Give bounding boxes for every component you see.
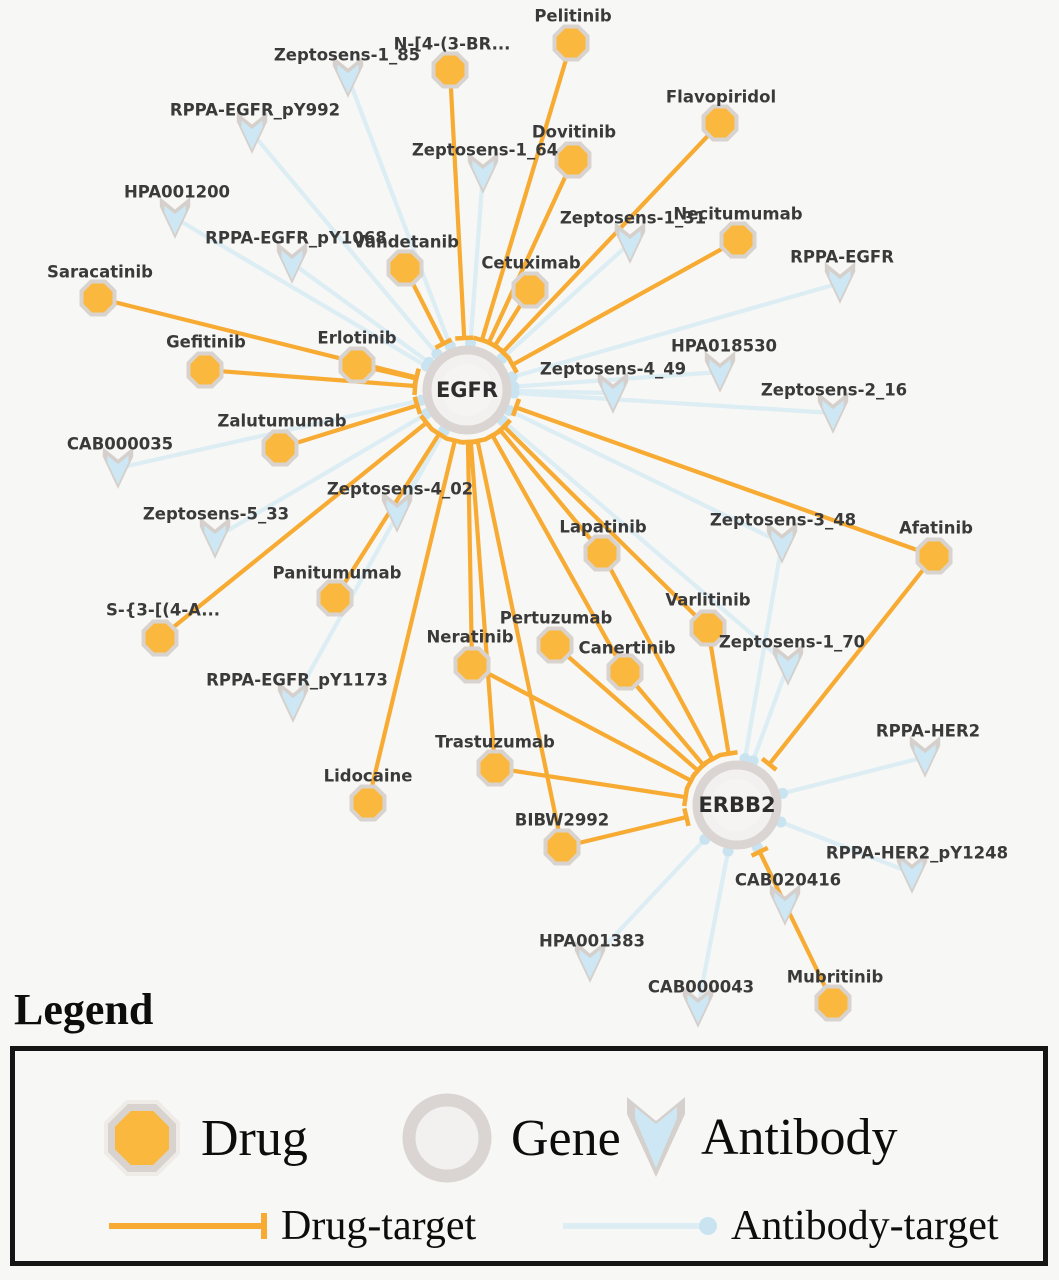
label-gefitinib: Gefitinib (166, 332, 246, 352)
edge-n4_3br-egfr-tee (455, 338, 473, 339)
edge-zeptosens_1_85-egfr (348, 77, 449, 343)
edge-n4_3br-egfr (450, 70, 464, 336)
legend-item-drug (103, 1095, 308, 1181)
legend-box (10, 1046, 1048, 1266)
legend-item-drug-target (105, 1197, 476, 1255)
drug-node-pelitinib[interactable] (553, 25, 590, 62)
edge-erlotinib-egfr-tee (414, 370, 418, 388)
legend-item-gene (399, 1095, 621, 1181)
drug-node-trastuzumab[interactable] (477, 750, 514, 787)
label-rppa_her2: RPPA-HER2 (875, 721, 981, 741)
edge-dovitinib-egfr (490, 160, 573, 341)
label-rppa_her2_py1248: RPPA-HER2_pY1248 (825, 843, 1009, 863)
drug-node-neratinib[interactable] (454, 647, 491, 684)
label-hpa018530: HPA018530 (670, 336, 778, 356)
edge-varlitinib-erbb2-tee (720, 752, 738, 755)
label-lidocaine: Lidocaine (323, 766, 413, 786)
drug-node-erlotinib[interactable] (339, 347, 376, 384)
label-zeptosens_1_70: Zeptosens-1_70 (718, 632, 866, 652)
legend-item-antibody (623, 1091, 897, 1183)
drug-node-s3_4a[interactable] (142, 620, 179, 657)
label-varlitinib: Varlitinib (665, 590, 751, 610)
antibody-node-zeptosens_1_31[interactable] (615, 222, 645, 264)
edge-trastuzumab-erbb2 (495, 768, 684, 797)
label-mubritinib: Mubritinib (786, 967, 884, 987)
label-panitumumab: Panitumumab (272, 563, 402, 583)
label-pelitinib: Pelitinib (534, 6, 612, 26)
legend-label-antibody: Antibody (701, 1108, 898, 1166)
legend-item-antibody-target (559, 1197, 999, 1255)
label-bibw2992: BIBW2992 (514, 810, 610, 830)
drug-node-flavopiridol[interactable] (702, 105, 739, 142)
drug-node-saracatinib[interactable] (80, 280, 117, 317)
antibody-target-edge-icon (559, 1209, 721, 1243)
label-zeptosens_1_85: Zeptosens-1_85 (273, 45, 421, 65)
edge-lidocaine-egfr-tee (446, 438, 464, 442)
label-pertuzumab: Pertuzumab (499, 608, 613, 628)
drug-node-canertinib[interactable] (607, 654, 644, 691)
label-zeptosens_5_33: Zeptosens-5_33 (142, 504, 290, 524)
label-hpa001383: HPA001383 (538, 931, 646, 951)
antibody-node-rppa_egfr_py1068[interactable] (277, 242, 307, 284)
antibody-node-rppa_her2[interactable] (910, 736, 940, 778)
antibody-node-cab020416[interactable] (770, 884, 800, 926)
drug-node-afatinib[interactable] (916, 538, 953, 575)
drug-node-lidocaine[interactable] (350, 785, 387, 822)
drug-node-dovitinib[interactable] (555, 142, 592, 179)
drug-node-pertuzumab[interactable] (537, 627, 574, 664)
label-zeptosens_2_16: Zeptosens-2_16 (760, 380, 908, 400)
antibody-target-edges (118, 77, 925, 1007)
label-flavopiridol: Flavopiridol (665, 87, 777, 107)
label-cab000043: CAB000043 (647, 977, 755, 997)
label-rppa_egfr: RPPA-EGFR (790, 247, 894, 267)
drug-node-necitumumab[interactable] (720, 222, 757, 259)
drug-node-zalutumumab[interactable] (262, 430, 299, 467)
label-cab020416: CAB020416 (734, 870, 842, 890)
label-saracatinib: Saracatinib (47, 262, 153, 282)
label-n4_3br: N-[4-(3-BR... (393, 34, 511, 54)
edge-bibw2992-erbb2-tee (684, 808, 688, 826)
drug-node-bibw2992[interactable] (544, 829, 581, 866)
label-cetuximab: Cetuximab (481, 253, 581, 273)
antibody-node-hpa001200[interactable] (160, 197, 190, 239)
gene-label-erbb2: ERBB2 (698, 793, 776, 817)
label-lapatinib: Lapatinib (559, 517, 647, 537)
drug-icon (103, 1099, 181, 1177)
legend-title: Legend (14, 985, 154, 1034)
label-cab000035: CAB000035 (66, 434, 174, 454)
label-rppa_egfr_py992: RPPA-EGFR_pY992 (169, 100, 341, 120)
label-zeptosens_1_64: Zeptosens-1_64 (411, 140, 559, 160)
label-s3_4a: S-{3-[(4-A... (105, 600, 221, 620)
label-dovitinib: Dovitinib (531, 122, 617, 142)
legend-label-drug: Drug (201, 1109, 308, 1167)
label-zalutumumab: Zalutumumab (217, 411, 347, 431)
label-zeptosens_4_02: Zeptosens-4_02 (326, 479, 474, 499)
drug-node-n4_3br[interactable] (432, 52, 469, 89)
drug-node-cetuximab[interactable] (512, 272, 549, 309)
drug-target-edge-icon (105, 1209, 273, 1243)
label-afatinib: Afatinib (899, 518, 973, 538)
edge-rppa_her2-erbb2 (785, 757, 925, 793)
label-necitumumab: Necitumumab (673, 204, 803, 224)
label-canertinib: Canertinib (578, 638, 676, 658)
gene-node-egfr[interactable] (427, 350, 507, 430)
label-hpa001200: HPA001200 (123, 182, 231, 202)
drug-node-gefitinib[interactable] (187, 352, 224, 389)
drug-node-vandetanib[interactable] (387, 250, 424, 287)
drug-node-lapatinib[interactable] (584, 535, 621, 572)
legend-label-drug-target: Drug-target (281, 1203, 477, 1249)
label-rppa_egfr_py1068: RPPA-EGFR_pY1068 (205, 228, 387, 248)
antibody-node-rppa_egfr[interactable] (825, 262, 855, 304)
drug-node-mubritinib[interactable] (815, 985, 852, 1022)
drug-node-panitumumab[interactable] (317, 580, 354, 617)
label-zeptosens_1_31: Zeptosens-1_31 (559, 208, 707, 228)
gene-label-egfr: EGFR (435, 378, 499, 402)
edge-trastuzumab-egfr (471, 444, 495, 768)
gene-node-erbb2[interactable] (697, 765, 777, 845)
label-zeptosens_4_49: Zeptosens-4_49 (539, 359, 687, 379)
label-erlotinib: Erlotinib (317, 328, 397, 348)
legend-label-gene: Gene (511, 1109, 621, 1167)
edge-trastuzumab-erbb2-tee (684, 788, 687, 806)
legend-label-antibody-target: Antibody-target (731, 1203, 999, 1249)
label-vandetanib: Vandetanib (353, 232, 459, 252)
label-rppa_egfr_py1173: RPPA-EGFR_pY1173 (206, 670, 388, 690)
label-neratinib: Neratinib (426, 627, 514, 647)
gene-icon (399, 1090, 495, 1186)
label-trastuzumab: Trastuzumab (435, 732, 555, 752)
label-zeptosens_3_48: Zeptosens-3_48 (709, 510, 857, 530)
antibody-icon (623, 1093, 689, 1181)
